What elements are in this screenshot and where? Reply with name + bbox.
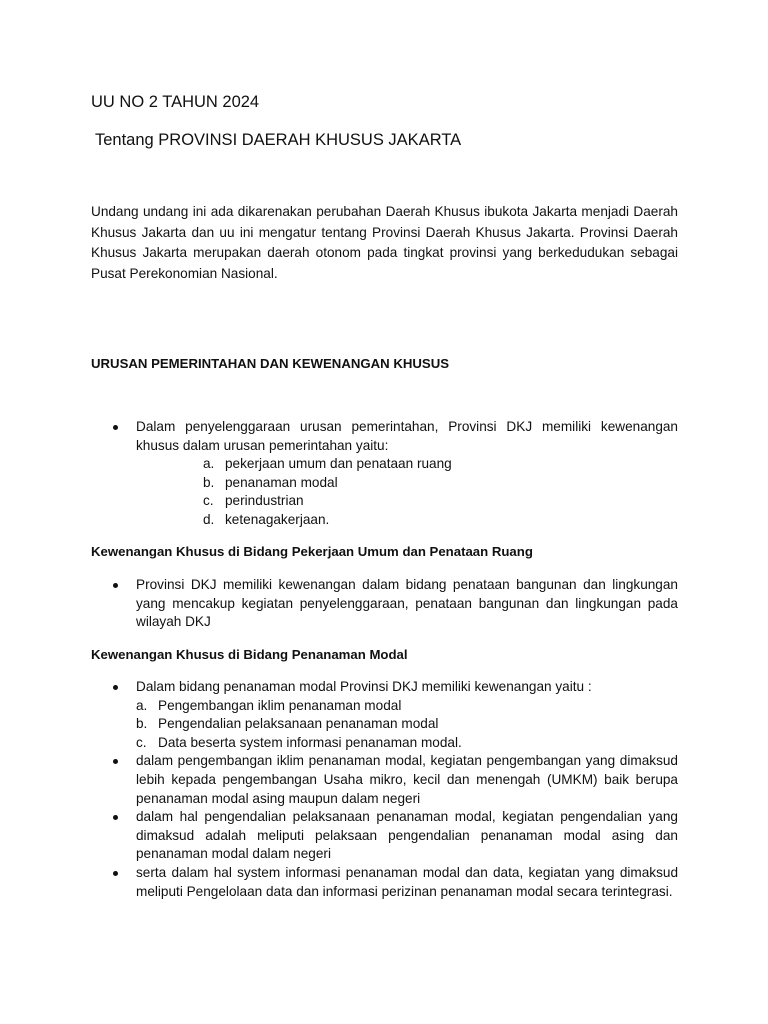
list-marker: c. [203,493,214,509]
list-item [91,576,678,632]
list-item [91,418,678,455]
list-marker: b. [203,474,215,490]
section-heading-pekerjaan-umum: Kewenangan Khusus di Bidang Pekerjaan Umum dan Penataan Ruang [91,544,533,559]
list-item [91,678,678,697]
bullet-icon [113,425,118,430]
section-heading-urusan: URUSAN PEMERINTAHAN DAN KEWENANGAN KHUSUS [91,356,450,371]
sub-list-item [91,492,678,511]
intro-paragraph: Undang undang ini ada dikarenakan perubahan Daerah Khusus ibukota Jakarta menjadi Daerah Khusus Jakarta dan uu ini mengatur tentang Provinsi Daerah Khusus Jakarta. Provinsi Daerah Khusus Jakarta merupakan daerah otonom pada tingkat provinsi yang berkedudukan sebagai Pusat Perekonomian Nasional. [91,204,678,281]
section-urusan-list [91,418,678,530]
bullet-icon [113,815,118,820]
bullet-text: serta dalam hal system informasi penanaman modal dan data, kegiatan yang dimaksud meliputi Pengelolaan data dan informasi perizinan penanaman modal secara terintegrasi. [136,864,678,899]
sub-list-item [91,715,678,734]
bullet-text: dalam hal pengendalian pelaksanaan penanaman modal, kegiatan pengendalian yang dimaksud adalah meliputi pelaksaan pengendalian penanaman modal asing dan penanaman modal dalam negeri [136,809,678,862]
bullet-text: Dalam penyelenggaraan urusan pemerintahan, Provinsi DKJ memiliki kewenangan khusus dalam urusan pemerintahan yaitu: [136,419,678,453]
sub-list [91,697,678,753]
document-title: UU NO 2 TAHUN 2024 [91,93,260,111]
list-marker: a. [203,456,215,472]
section-penanaman-modal-list [91,678,678,901]
sub-list-item [91,697,678,716]
list-item [91,808,678,864]
sub-list-item [91,455,678,474]
sub-list-text: Data beserta system informasi penanaman modal. [158,734,462,750]
sub-list-text: ketenagakerjaan. [225,511,330,527]
bullet-icon [113,685,118,690]
bullet-icon [113,583,118,588]
bullet-icon [113,759,118,764]
sub-list-text: Pengembangan iklim penanaman modal [158,697,402,713]
sub-list-item [91,474,678,493]
list-marker: c. [136,734,147,750]
bullet-text: Provinsi DKJ memiliki kewenangan dalam bidang penataan bangunan dan lingkungan yang mencakup kegiatan penyelenggaraan, penataan bangunan dan lingkungan pada wilayah DKJ [136,577,678,630]
section-heading-penanaman-modal: Kewenangan Khusus di Bidang Penanaman Modal [91,647,408,662]
list-marker: d. [203,511,215,527]
list-item [91,752,678,808]
sub-list-text: penanaman modal [225,474,338,490]
sub-list-text: Pengendalian pelaksanaan penanaman modal [158,716,439,732]
sub-list-item [91,734,678,753]
bullet-text: Dalam bidang penanaman modal Provinsi DKJ memiliki kewenangan yaitu : [136,679,592,694]
section-pekerjaan-umum-list [91,576,678,632]
list-marker: a. [136,697,148,713]
document-subtitle: Tentang PROVINSI DAERAH KHUSUS JAKARTA [95,131,462,149]
sub-list-text: perindustrian [225,493,304,509]
list-item [91,864,678,901]
sub-list [91,455,678,529]
bullet-icon [113,871,118,876]
bullet-text: dalam pengembangan iklim penanaman modal, kegiatan pengembangan yang dimaksud lebih kepada pengembangan Usaha mikro, kecil dan menengah (UMKM) baik berupa penanaman modal asing maupun dalam negeri [136,753,678,806]
list-marker: b. [136,716,148,732]
sub-list-text: pekerjaan umum dan penataan ruang [225,456,452,472]
sub-list-item [91,511,678,530]
